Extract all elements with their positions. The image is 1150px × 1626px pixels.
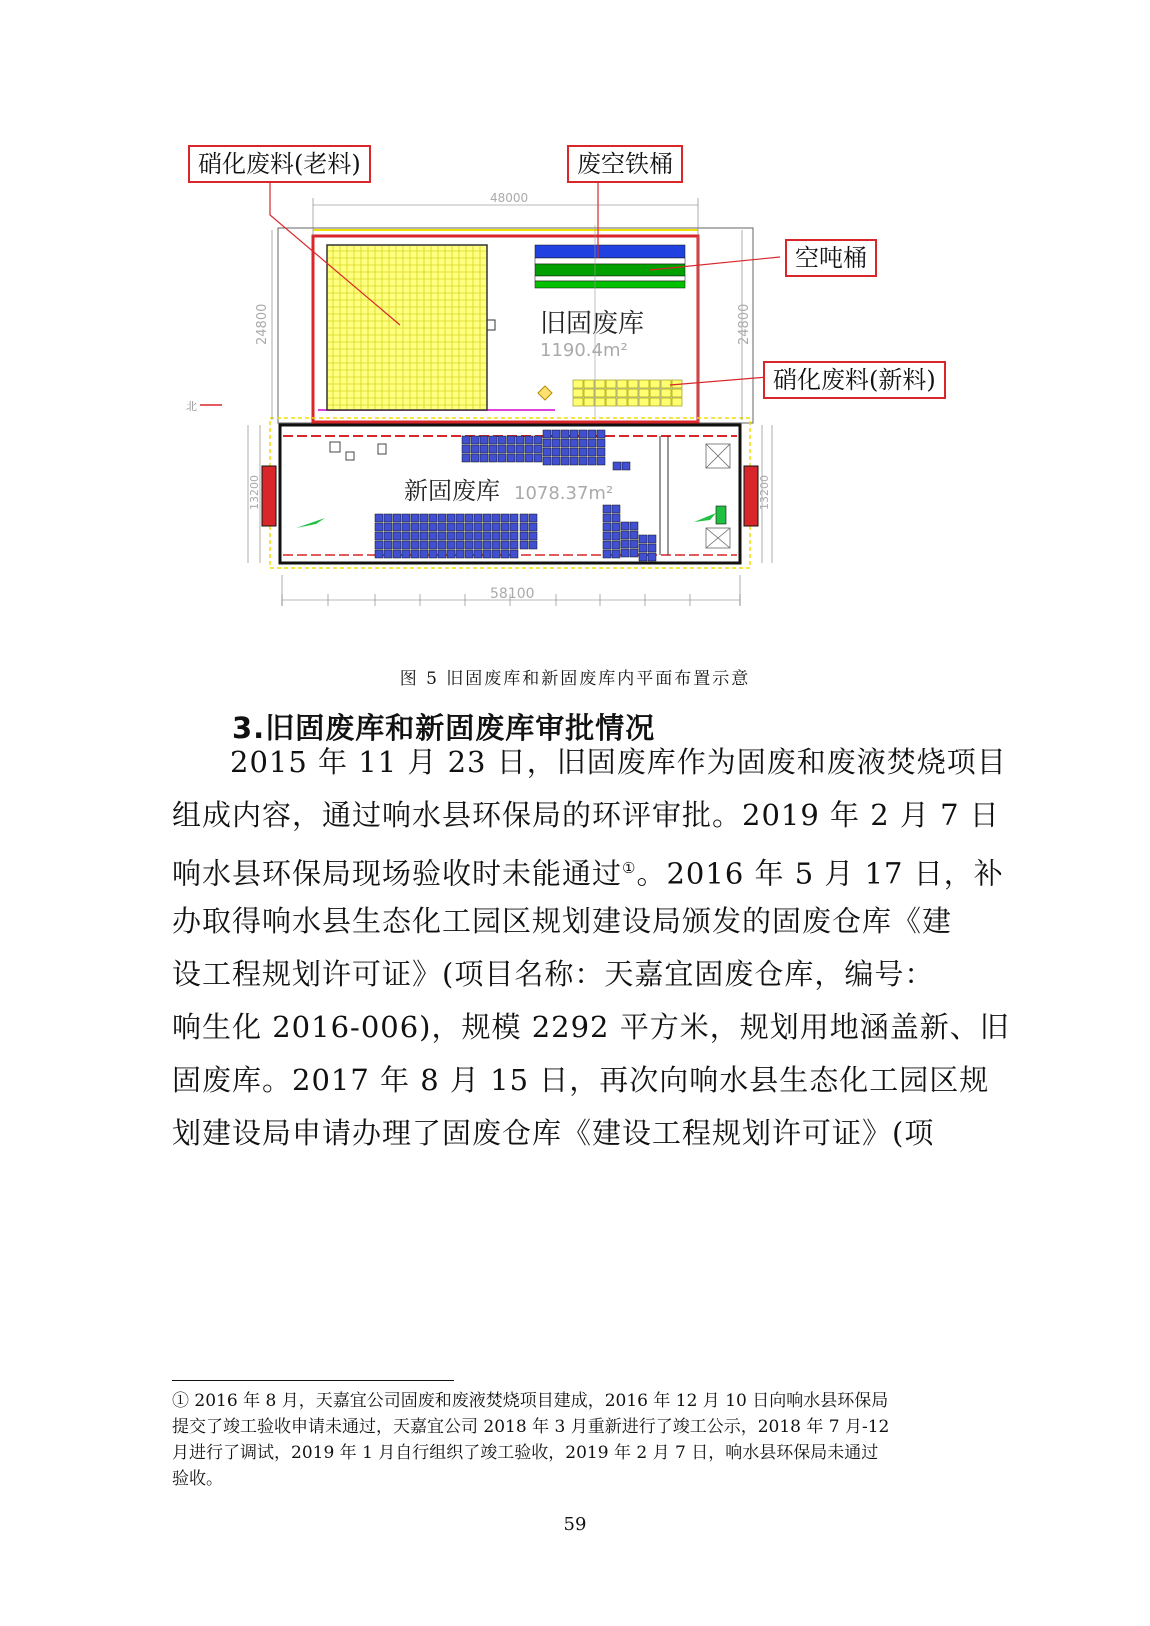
body-line-3-text: 响水县环保局现场验收时未能通过 bbox=[172, 856, 623, 891]
old-warehouse-name: 旧固废库 bbox=[540, 309, 645, 339]
new-warehouse-name: 新固废库 bbox=[404, 477, 500, 505]
new-warehouse-left-door bbox=[262, 466, 276, 526]
callout-empty-iron-drum: 废空铁桶 bbox=[567, 145, 683, 183]
dim-height-right: 24800 bbox=[737, 303, 752, 345]
figure-caption: 图 5 旧固废库和新固废库内平面布置示意 bbox=[399, 669, 751, 689]
body-line-2: 组成内容，通过响水县环保局的环评审批。2019 年 2 月 7 日 bbox=[172, 798, 1000, 832]
body-line-6: 响生化 2016-006)，规模 2292 平方米，规划用地涵盖新、旧 bbox=[172, 1010, 1010, 1044]
body-line-4: 办取得响水县生态化工园区规划建设局颁发的固废仓库《建 bbox=[172, 904, 953, 938]
body-line-8: 划建设局申请办理了固废仓库《建设工程规划许可证》(项 bbox=[172, 1116, 935, 1150]
dim-side-right: 13200 bbox=[758, 475, 771, 510]
footnote-reference[interactable]: ① bbox=[622, 859, 637, 877]
nitration-old-area bbox=[327, 245, 487, 410]
nitration-new-area bbox=[573, 380, 682, 406]
dim-height-left: 24800 bbox=[255, 303, 270, 345]
footnote-line-2: 提交了竣工验收申请未通过，天嘉宜公司 2018 年 3 月重新进行了竣工公示，2018 年 7 月-12 bbox=[172, 1417, 890, 1437]
page-number: 59 bbox=[563, 1514, 587, 1535]
north-label: 北 bbox=[186, 400, 197, 413]
floor-plan-drawing bbox=[0, 0, 1150, 640]
callout-nitration-old: 硝化废料(老料) bbox=[188, 145, 371, 183]
new-warehouse-right-door bbox=[744, 466, 758, 526]
footnote-line-4: 验收。 bbox=[172, 1469, 223, 1489]
floor-plan-figure bbox=[0, 0, 1150, 640]
dim-top-width: 48000 bbox=[490, 191, 529, 205]
footnote-line-3: 月进行了调试，2019 年 1 月自行组织了竣工验收，2019 年 2 月 7 日，响水县环保局未通过 bbox=[172, 1443, 879, 1463]
body-line-3 bbox=[172, 848, 1004, 894]
body-line-1: 2015 年 11 月 23 日，旧固废库作为固废和废液焚烧项目 bbox=[230, 745, 1007, 779]
dim-bottom-width: 58100 bbox=[490, 586, 535, 602]
section-heading: 3.旧固废库和新固废库审批情况 bbox=[232, 711, 656, 745]
callout-empty-ton-drum: 空吨桶 bbox=[785, 239, 877, 277]
old-warehouse-area: 1190.4m² bbox=[540, 340, 628, 361]
body-line-3-tail: 。2016 年 5 月 17 日，补 bbox=[636, 856, 1004, 891]
body-line-5: 设工程规划许可证》(项目名称：天嘉宜固废仓库，编号： bbox=[172, 957, 935, 991]
new-warehouse-area: 1078.37m² bbox=[514, 483, 614, 504]
dim-side-left: 13200 bbox=[248, 475, 261, 510]
empty-iron-drum-area bbox=[535, 245, 685, 288]
body-line-7: 固废库。2017 年 8 月 15 日，再次向响水县生态化工园区规 bbox=[172, 1063, 990, 1097]
callout-nitration-new: 硝化废料(新料) bbox=[763, 361, 946, 399]
footnote-divider bbox=[172, 1380, 454, 1381]
footnote-line-1: ① 2016 年 8 月，天嘉宜公司固废和废液焚烧项目建成，2016 年 12 月 10 日向响水县环保局 bbox=[172, 1391, 889, 1411]
